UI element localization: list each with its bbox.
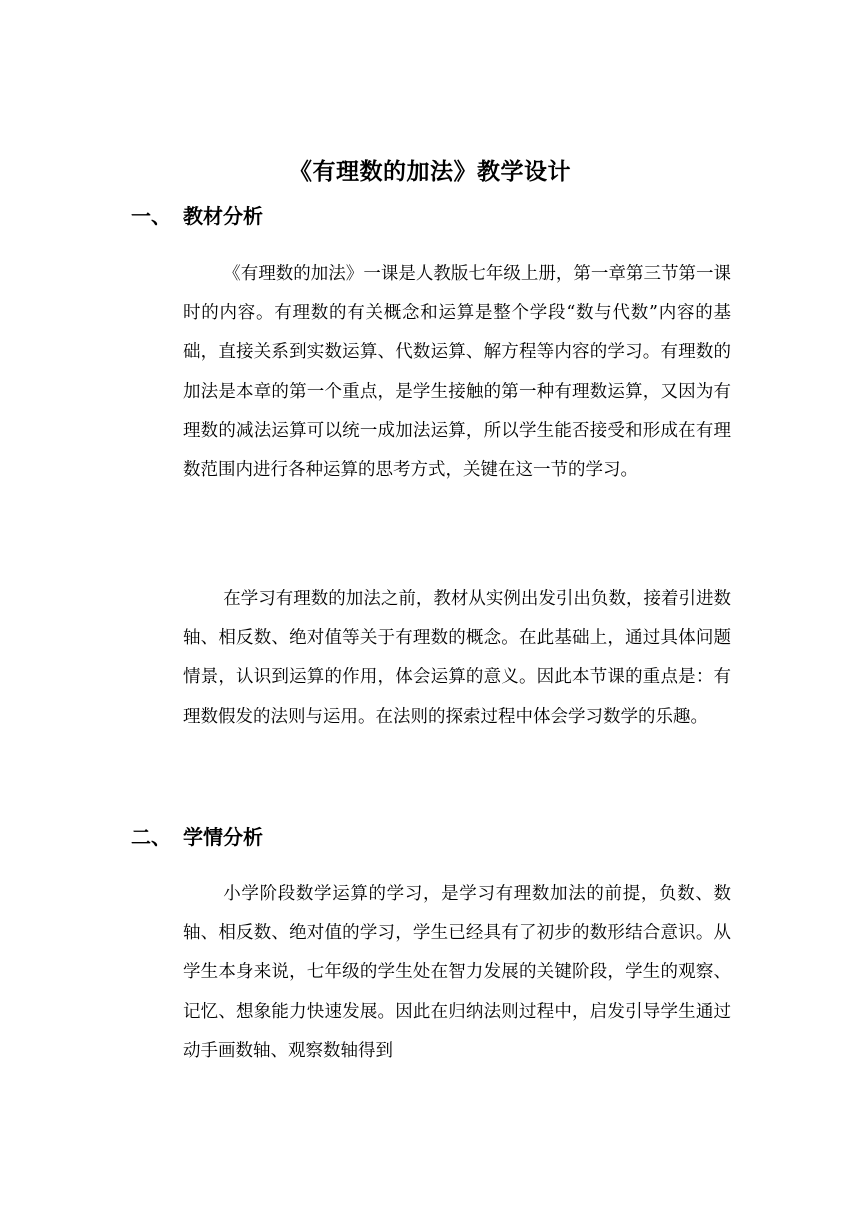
document-title: 《有理数的加法》教学设计: [289, 159, 571, 185]
section-heading-text: 学情分析: [183, 825, 263, 849]
section-number: 二、: [131, 825, 171, 849]
paragraph: 在学习有理数的加法之前，教材从实例出发引出负数，接着引进数轴、相反数、绝对值等关于有理数的概念。在此基础上，通过具体问题情景，认识到运算的作用，体会运算的意义。因此本节课的重点是：有理数假发的法则与运用。在法则的探索过程中体会学习数学的乐趣。: [183, 589, 731, 727]
paragraph: 《有理数的加法》一课是人教版七年级上册，第一章第三节第一课时的内容。有理数的有关概念和运算是整个学段“数与代数”内容的基础，直接关系到实数运算、代数运算、解方程等内容的学习。有理数的加法是本章的第一个重点，是学生接触的第一种有理数运算，又因为有理数的减法运算可以统一成加法运算，所以学生能否接受和形成在有理数范围内进行各种运算的思考方式，关键在这一节的学习。: [183, 264, 731, 481]
section-heading-1: [131, 199, 263, 233]
section-heading-text: 教材分析: [183, 204, 263, 228]
paragraph: 小学阶段数学运算的学习，是学习有理数加法的前提，负数、数轴、相反数、绝对值的学习，学生已经具有了初步的数形结合意识。从学生本身来说，七年级的学生处在智力发展的关键阶段，学生的观察、记忆、想象能力快速发展。因此在归纳法则过程中，启发引导学生通过动手画数轴、观察数轴得到: [183, 884, 731, 1061]
section-number: 一、: [131, 204, 171, 228]
section-heading-2: [131, 820, 263, 854]
